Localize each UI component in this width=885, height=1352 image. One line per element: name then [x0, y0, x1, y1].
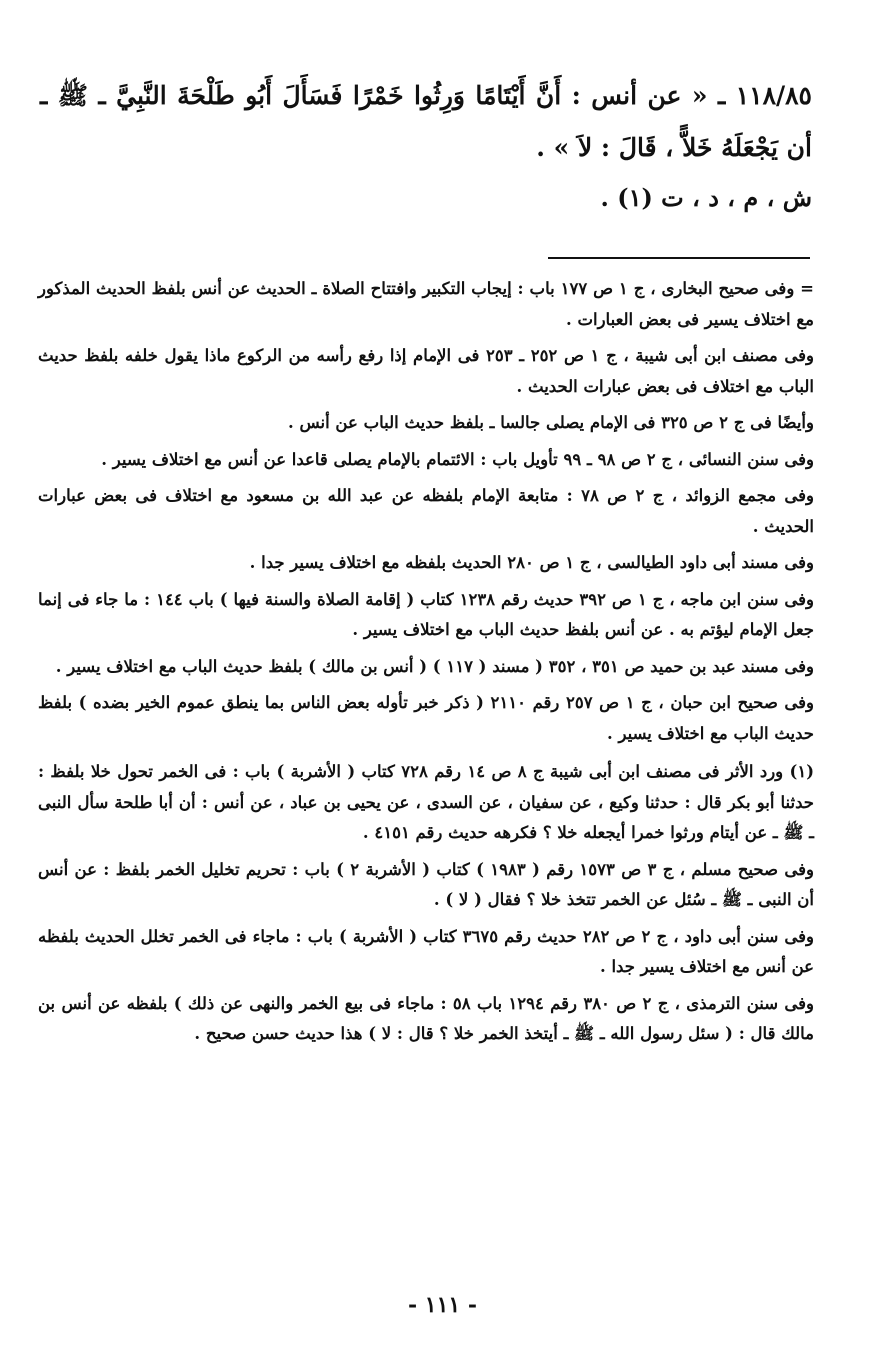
- footnote-paragraph: [38, 757, 814, 849]
- note-paragraph: وفى مسند عبد بن حميد ص ٣٥١ ، ٣٥٢ ( مسند ( ١١٧ ) ( أنس بن مالك ) بلفظ حديث الباب مع اختلاف يسير .: [55, 656, 814, 676]
- note-paragraph: وفى سنن ابن ماجه ، ج ١ ص ٣٩٢ حديث رقم ١٢٣٨ كتاب ( إقامة الصلاة والسنة فيها ) باب ١٤٤ : ما جاء فى إنما جعل الإمام ليؤتم به . عن أنس بلفظ حديث الباب مع اختلاف يسير .: [38, 589, 815, 639]
- note-paragraph: وفى مسند أبى داود الطيالسى ، ج ١ ص ٢٨٠ الحديث بلفظه مع اختلاف يسير جدا .: [249, 553, 814, 572]
- note-paragraph: وفى سنن النسائى ، ج ٢ ص ٩٨ ـ ٩٩ تأويل باب : الائتمام بالإمام يصلى قاعدا عن أنس مع اختلاف يسير .: [101, 449, 814, 469]
- footnote-paragraph: وفى سنن أبى داود ، ج ٢ ص ٢٨٢ حديث رقم ٣٦٧٥ كتاب ( الأشربة ) باب : ماجاء فى الخمر تخلل الحديث بلفظه عن أنس مع اختلاف يسير جدا .: [38, 926, 814, 976]
- page-number: - ١١١ -: [407, 1292, 478, 1318]
- footnote-1: [38, 757, 814, 1050]
- hadith-sources: ش ، م ، د ، ت (١) .: [600, 183, 812, 212]
- footnote-divider: [548, 257, 810, 259]
- note-paragraph: وأيضًا فى ج ٢ ص ٣٢٥ فى الإمام يصلى جالسا ـ بلفظ حديث الباب عن أنس .: [287, 413, 814, 432]
- footnote-text: ورد الأثر فى مصنف ابن أبى شيبة ج ٨ ص ١٤ رقم ٧٢٨ كتاب ( الأشربة ) باب : فى الخمر تحول خلا بلفظ : حدثنا أبو بكر قال : حدثنا وكيع ، عن سفيان ، عن السدى ، عن يحيى بن عباد ، عن أنس : أن أبا طلحة سأل النبى ـ ﷺ ـ عن أيتام ورثوا خمرا أيجعله خلا ؟ فكرهه حديث رقم ٤١٥١ .: [38, 762, 814, 842]
- footnote-marker: (١): [789, 762, 814, 781]
- hadith-text: ١١٨/٨٥ ـ « عن أنس : أَنَّ أَيْتَامًا وَرِثُوا خَمْرًا فَسَأَلَ أَبُو طَلْحَةَ النَّبِيَّ ـ ﷺ ـ أن يَجْعَلَهُ خَلاًّ ، قَالَ : لاَ » .: [40, 81, 812, 162]
- note-paragraph: وفى صحيح ابن حبان ، ج ١ ص ٢٥٧ رقم ٢١١٠ ( ذكر خبر تأوله بعض الناس بما ينطق عموم الخير بضده ) بلفظ حديث الباب مع اختلاف يسير .: [38, 693, 815, 743]
- footnotes-section: [38, 274, 814, 1056]
- note-paragraph: وفى مجمع الزوائد ، ج ٢ ص ٧٨ : متابعة الإمام بلفظه عن عبد الله بن مسعود مع اختلاف فى بعض عبارات الحديث .: [38, 486, 815, 536]
- footnote-paragraph: وفى سنن الترمذى ، ج ٢ ص ٣٨٠ رقم ١٢٩٤ باب ٥٨ : ماجاء فى بيع الخمر والنهى عن ذلك ) بلفظه عن أنس بن مالك قال : ( سئل رسول الله ـ ﷺ ـ أيتخذ الخمر خلا ؟ قال : لا ) هذا حديث حسن صحيح .: [38, 993, 814, 1043]
- note-paragraph: = وفى صحيح البخارى ، ج ١ ص ١٧٧ باب : إيجاب التكبير وافتتاح الصلاة ـ الحديث عن أنس بلفظ الحديث المذكور مع اختلاف يسير فى بعض العبارات .: [38, 279, 814, 329]
- footnote-paragraph: وفى صحيح مسلم ، ج ٣ ص ١٥٧٣ رقم ( ١٩٨٣ ) كتاب ( الأشربة ٢ ) باب : تحريم تخليل الخمر بلفظ : عن أنس أن النبى ـ ﷺ ـ سُئل عن الخمر تتخذ خلا ؟ فقال ( لا ) .: [38, 859, 814, 909]
- note-paragraph: وفى مصنف ابن أبى شيبة ، ج ١ ص ٢٥٢ ـ ٢٥٣ فى الإمام إذا رفع رأسه من الركوع ماذا يقول خلفه بلفظ حديث الباب مع اختلاف فى بعض عبارات الحديث .: [38, 346, 815, 396]
